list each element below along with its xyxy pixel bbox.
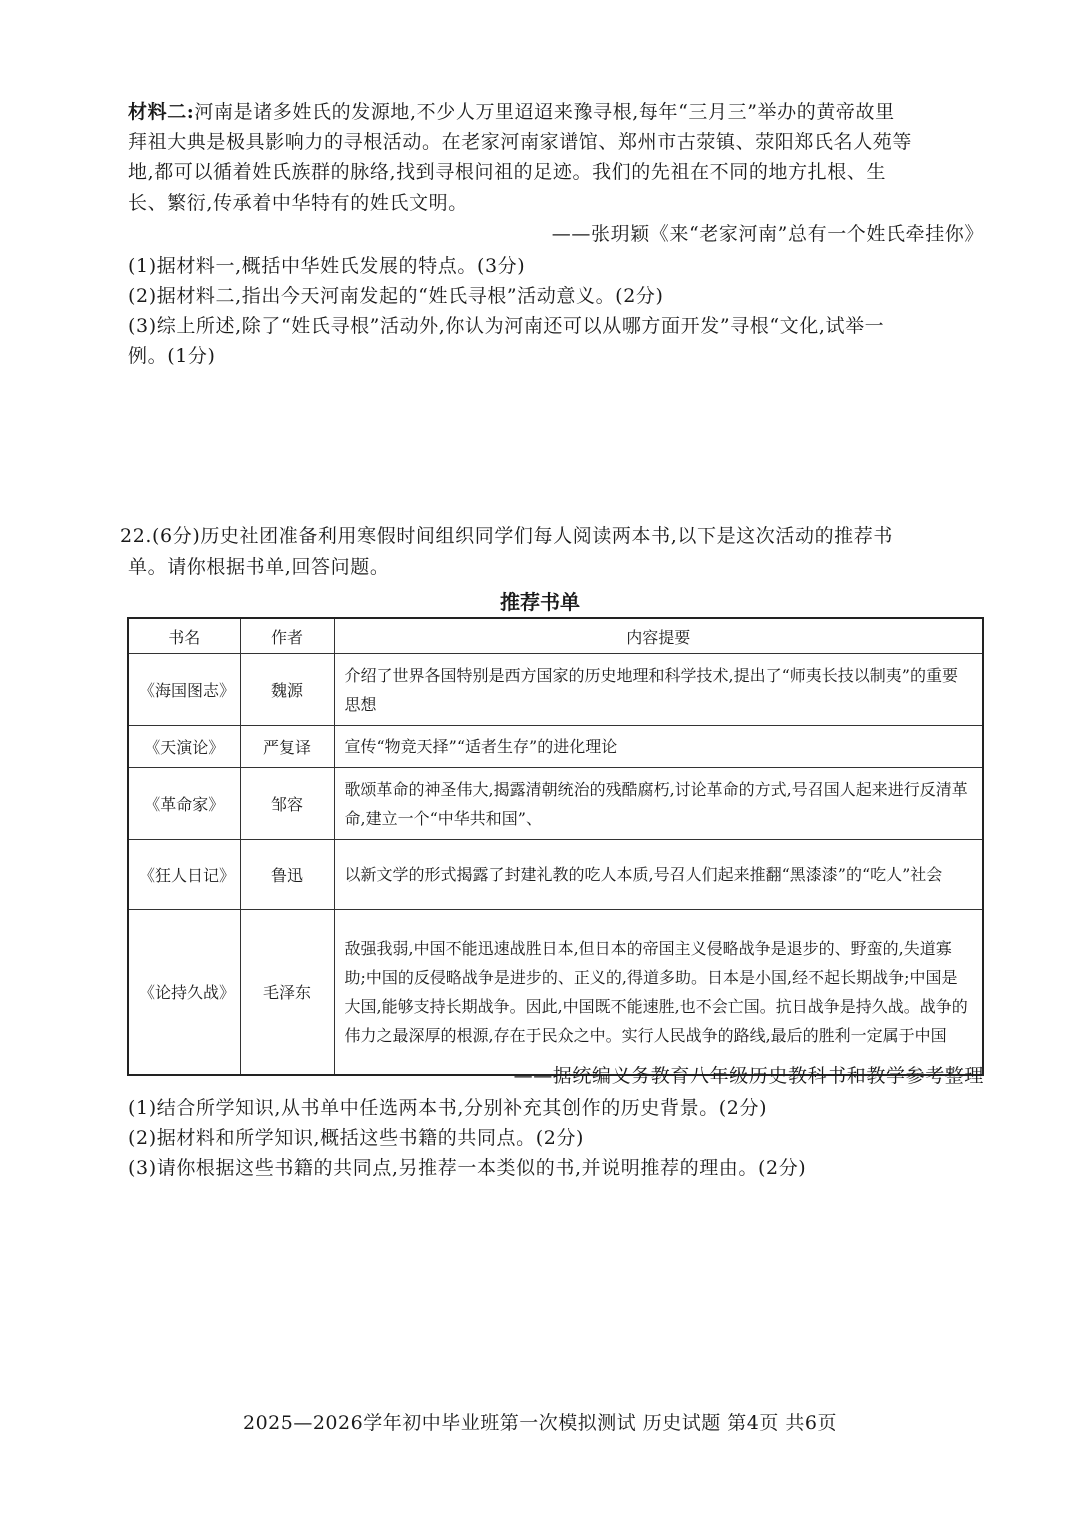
q21-sub2: (2)据材料二,指出今天河南发起的“姓氏寻根”活动意义。(2分) [128, 285, 664, 307]
book-author: 鲁迅 [240, 840, 334, 910]
header-content: 内容提要 [334, 618, 983, 654]
table-row [128, 910, 983, 1075]
book-title: 《天演论》 [128, 726, 240, 768]
q22-sub2: (2)据材料和所学知识,概括这些书籍的共同点。(2分) [128, 1127, 585, 1149]
book-summary: 宣传“物竞天择”“适者生存”的进化理论 [334, 726, 983, 768]
material2-line3: 地,都可以循着姓氏族群的脉络,找到寻根问祖的足迹。我们的先祖在不同的地方扎根、生 [128, 161, 887, 183]
header-book: 书名 [128, 618, 240, 654]
q21-sub1: (1)据材料一,概括中华姓氏发展的特点。(3分) [128, 255, 526, 277]
q22-sub3: (3)请你根据这些书籍的共同点,另推荐一本类似的书,并说明推荐的理由。(2分) [128, 1157, 807, 1179]
book-summary: 介绍了世界各国特别是西方国家的历史地理和科学技术,提出了“师夷长技以制夷”的重要思想 [334, 654, 983, 726]
header-author: 作者 [240, 618, 334, 654]
q22-intro-line1: 22.(6分)历史社团准备利用寒假时间组织同学们每人阅读两本书,以下是这次活动的推荐书 [120, 525, 893, 547]
table-row [128, 654, 983, 726]
book-author: 魏源 [240, 654, 334, 726]
q21-sub3-line1: (3)综上所述,除了“姓氏寻根”活动外,你认为河南还可以从哪方面开发”寻根“文化,试举一 [128, 315, 885, 337]
q22-sub1: (1)结合所学知识,从书单中任选两本书,分别补充其创作的历史背景。(2分) [128, 1097, 768, 1119]
q21-sub3-line2: 例。(1分) [128, 345, 216, 367]
material2-label: 材料二: [128, 101, 195, 123]
material2-line1 [128, 98, 895, 126]
book-title: 《革命家》 [128, 768, 240, 840]
material2-source: ——张玥颖《来“老家河南”总有一个姓氏牵挂你》 [551, 223, 984, 245]
table-row [128, 768, 983, 840]
book-title: 《论持久战》 [128, 910, 240, 1075]
book-author: 毛泽东 [240, 910, 334, 1075]
page-footer: 2025—2026学年初中毕业班第一次模拟测试 历史试题 第4页 共6页 [242, 1412, 837, 1434]
book-summary: 以新文学的形式揭露了封建礼教的吃人本质,号召人们起来推翻“黑漆漆”的“吃人”社会 [334, 840, 983, 910]
table-header-row [128, 618, 983, 654]
book-list-table [127, 617, 984, 1076]
book-author: 严复译 [240, 726, 334, 768]
book-author: 邹容 [240, 768, 334, 840]
table-row [128, 726, 983, 768]
table-title: 推荐书单 [500, 590, 580, 614]
book-summary: 歌颂革命的神圣伟大,揭露清朝统治的残酷腐朽,讨论革命的方式,号召国人起来进行反清革命,建立一个“中华共和国”、 [334, 768, 983, 840]
table-row [128, 840, 983, 910]
q22-source: ——据统编义务教育八年级历史教科书和教学参考整理 [513, 1065, 984, 1087]
material2-line2: 拜祖大典是极具影响力的寻根活动。在老家河南家谱馆、郑州市古荥镇、荥阳郑氏名人苑等 [128, 131, 913, 153]
material2-text-1: 河南是诸多姓氏的发源地,不少人万里迢迢来豫寻根,每年“三月三”举办的黄帝故里 [194, 101, 895, 123]
q22-intro-line2: 单。请你根据书单,回答问题。 [128, 556, 390, 578]
material2-line4: 长、繁衍,传承着中华特有的姓氏文明。 [128, 192, 468, 214]
book-title: 《海国图志》 [128, 654, 240, 726]
book-summary: 敌强我弱,中国不能迅速战胜日本,但日本的帝国主义侵略战争是退步的、野蛮的,失道寡助;中国的反侵略战争是进步的、正义的,得道多助。日本是小国,经不起长期战争;中国是大国,能够支持长期战争。因此,中国既不能速胜,也不会亡国。抗日战争是持久战。战争的伟力之最深厚的根源,存在于民众之中。实行人民战争的路线,最后的胜利一定属于中国 [334, 910, 983, 1075]
book-title: 《狂人日记》 [128, 840, 240, 910]
